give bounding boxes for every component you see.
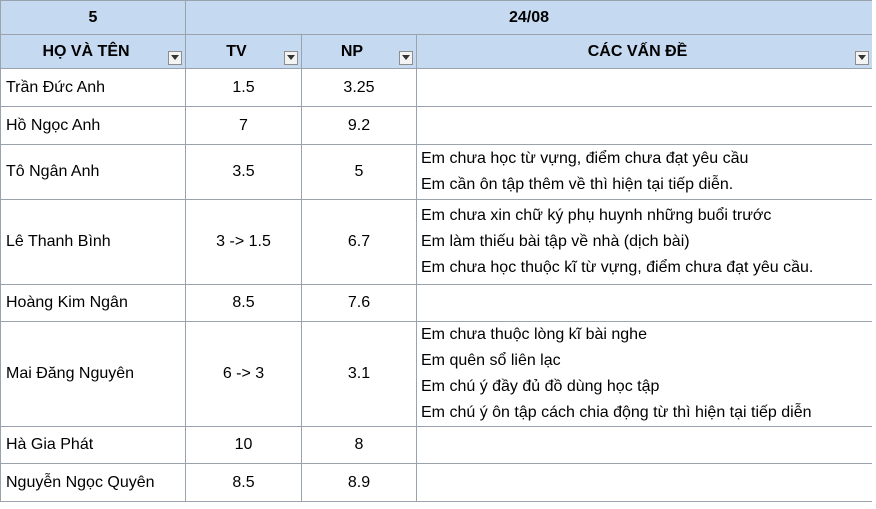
column-header-name[interactable] bbox=[1, 35, 186, 69]
tv-score-cell[interactable]: 8.5 bbox=[186, 464, 302, 502]
issue-line: Em cần ôn tập thêm về thì hiện tại tiếp diễn. bbox=[421, 176, 734, 193]
tv-score-cell[interactable]: 6 -> 3 bbox=[186, 322, 302, 427]
table-row bbox=[1, 322, 873, 427]
column-header-name-label: HỌ VÀ TÊN bbox=[42, 42, 130, 60]
student-name-cell[interactable]: Tô Ngân Anh bbox=[1, 145, 186, 200]
column-header-tv[interactable] bbox=[186, 35, 302, 69]
np-score-cell[interactable]: 6.7 bbox=[302, 200, 417, 285]
issues-cell[interactable] bbox=[417, 200, 873, 285]
student-name-cell[interactable]: Hồ Ngọc Anh bbox=[1, 107, 186, 145]
np-score-cell[interactable]: 7.6 bbox=[302, 285, 417, 322]
column-header-np[interactable] bbox=[302, 35, 417, 69]
table-row bbox=[1, 464, 873, 502]
tv-score-cell[interactable]: 3 -> 1.5 bbox=[186, 200, 302, 285]
issue-line: Em chưa xin chữ ký phụ huynh những buổi trước bbox=[421, 207, 772, 224]
issues-cell[interactable] bbox=[417, 464, 873, 502]
tv-score-cell[interactable]: 10 bbox=[186, 427, 302, 464]
issue-line: Em làm thiếu bài tập về nhà (dịch bài) bbox=[421, 233, 690, 250]
group-label-cell[interactable]: 5 bbox=[1, 1, 186, 35]
np-score-cell[interactable]: 5 bbox=[302, 145, 417, 200]
column-header-row bbox=[1, 35, 873, 69]
student-name-cell[interactable]: Trần Đức Anh bbox=[1, 69, 186, 107]
tv-score-cell[interactable]: 1.5 bbox=[186, 69, 302, 107]
issues-cell[interactable] bbox=[417, 427, 873, 464]
filter-dropdown-icon[interactable] bbox=[168, 51, 182, 65]
column-header-tv-label: TV bbox=[226, 42, 247, 60]
filter-dropdown-icon[interactable] bbox=[284, 51, 298, 65]
column-header-issues[interactable] bbox=[417, 35, 873, 69]
table-row bbox=[1, 427, 873, 464]
np-score-cell[interactable]: 8 bbox=[302, 427, 417, 464]
np-score-cell[interactable]: 3.25 bbox=[302, 69, 417, 107]
tv-score-cell[interactable]: 7 bbox=[186, 107, 302, 145]
issue-line: Em chưa thuộc lòng kĩ bài nghe bbox=[421, 326, 647, 343]
issues-cell[interactable] bbox=[417, 69, 873, 107]
issues-cell[interactable] bbox=[417, 285, 873, 322]
filter-dropdown-icon[interactable] bbox=[855, 51, 869, 65]
issues-cell[interactable] bbox=[417, 145, 873, 200]
tv-score-cell[interactable]: 3.5 bbox=[186, 145, 302, 200]
issue-line: Em quên sổ liên lạc bbox=[421, 352, 561, 369]
student-name-cell[interactable]: Lê Thanh Bình bbox=[1, 200, 186, 285]
np-score-cell[interactable]: 8.9 bbox=[302, 464, 417, 502]
date-label-cell[interactable]: 24/08 bbox=[186, 1, 873, 35]
tv-score-cell[interactable]: 8.5 bbox=[186, 285, 302, 322]
issue-line: Em chưa học từ vựng, điểm chưa đạt yêu cầu bbox=[421, 150, 749, 167]
sheet-edge bbox=[872, 0, 876, 509]
column-header-issues-label: CÁC VẤN ĐỀ bbox=[587, 42, 688, 60]
student-name-cell[interactable]: Hà Gia Phát bbox=[1, 427, 186, 464]
table-row bbox=[1, 107, 873, 145]
issue-line: Em chú ý đầy đủ đồ dùng học tập bbox=[421, 378, 660, 395]
issues-cell[interactable] bbox=[417, 107, 873, 145]
table-row bbox=[1, 285, 873, 322]
column-header-np-label: NP bbox=[340, 42, 364, 60]
table-row bbox=[1, 145, 873, 200]
header-row-top bbox=[1, 1, 873, 35]
np-score-cell[interactable]: 3.1 bbox=[302, 322, 417, 427]
issues-cell[interactable] bbox=[417, 322, 873, 427]
table-row bbox=[1, 69, 873, 107]
filter-dropdown-icon[interactable] bbox=[399, 51, 413, 65]
table-row bbox=[1, 200, 873, 285]
student-name-cell[interactable]: Mai Đăng Nguyên bbox=[1, 322, 186, 427]
student-name-cell[interactable]: Nguyễn Ngọc Quyên bbox=[1, 464, 186, 502]
np-score-cell[interactable]: 9.2 bbox=[302, 107, 417, 145]
issue-line: Em chú ý ôn tập cách chia động từ thì hiện tại tiếp diễn bbox=[421, 404, 812, 421]
issue-line: Em chưa học thuộc kĩ từ vựng, điểm chưa đạt yêu cầu. bbox=[421, 259, 814, 276]
student-name-cell[interactable]: Hoàng Kim Ngân bbox=[1, 285, 186, 322]
